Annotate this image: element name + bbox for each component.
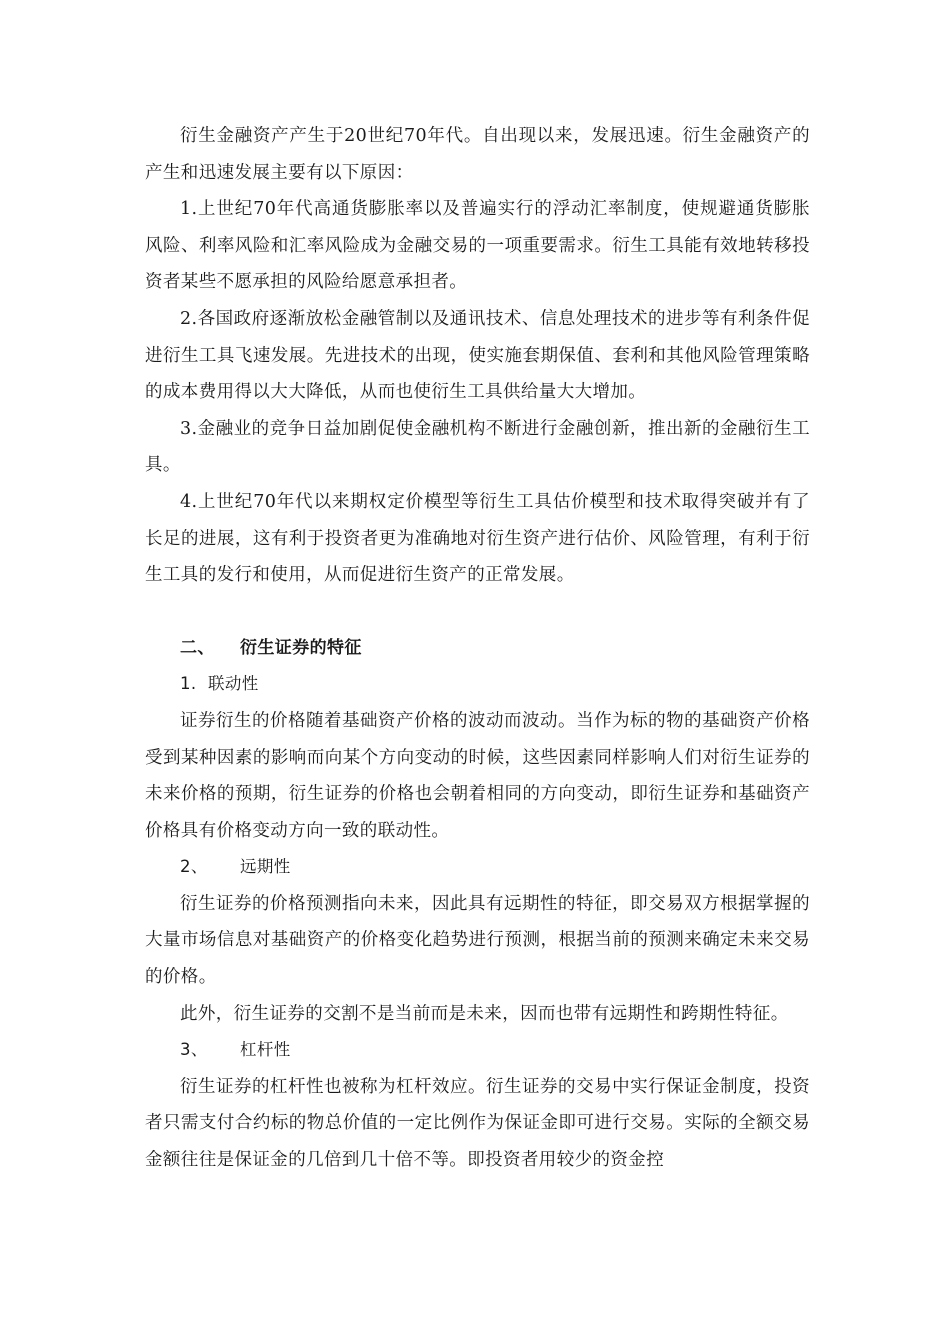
feature-paragraph-leverage: 衍生证券的杠杆性也被称为杠杆效应。衍生证券的交易中实行保证金制度，投资者只需支付合约标的物总价值的一定比例作为保证金即可进行交易。实际的全额交易金额往往是保证金的几倍到几十倍不等。即投资者用较少的资金控 (145, 1076, 810, 1171)
document-body (145, 118, 810, 1179)
feature-paragraph-forward-2: 此外，衍生证券的交割不是当前而是未来，因而也带有远期性和跨期性特征。 (180, 1003, 789, 1024)
reason-item-1: 1.上世纪70年代高通货膨胀率以及普遍实行的浮动汇率制度，使规避通货膨胀风险、利率风险和汇率风险成为金融交易的一项重要需求。衍生工具能有效地转移投资者某些不愿承担的风险给愿意承担者。 (145, 199, 810, 293)
feature-heading-leverage (145, 1032, 810, 1069)
feature-paragraph-forward-1: 衍生证券的价格预测指向未来，因此具有远期性的特征，即交易双方根据掌握的大量市场信息对基础资产的价格变化趋势进行预测，根据当前的预测来确定未来交易的价格。 (145, 893, 810, 988)
section-heading (145, 630, 810, 667)
feature-title: 远期性 (240, 857, 291, 877)
feature-number: 3、 (180, 1040, 208, 1060)
reason-item-2: 2.各国政府逐渐放松金融管制以及通讯技术、信息处理技术的进步等有利条件促进衍生工具飞速发展。先进技术的出现，使实施套期保值、套利和其他风险管理策略的成本费用得以大大降低，从而也使衍生工具供给量大大增加。 (145, 308, 810, 403)
section-heading-title: 衍生证券的特征 (240, 637, 362, 658)
feature-heading-linkage (145, 666, 810, 703)
feature-heading-forward (145, 849, 810, 886)
feature-number: 2、 (180, 857, 208, 877)
feature-number: 1. (180, 674, 197, 694)
feature-title: 杠杆性 (240, 1040, 291, 1060)
section-heading-number: 二、 (180, 637, 215, 658)
reason-item-4: 4.上世纪70年代以来期权定价模型等衍生工具估价模型和技术取得突破并有了长足的进展，这有利于投资者更为准确地对衍生资产进行估价、风险管理，有利于衍生工具的发行和使用，从而促进衍生资产的正常发展。 (145, 491, 810, 586)
intro-paragraph: 衍生金融资产产生于20世纪70年代。自出现以来，发展迅速。衍生金融资产的产生和迅速发展主要有以下原因： (145, 126, 810, 183)
feature-title: 联动性 (208, 674, 259, 694)
feature-paragraph-linkage: 证券衍生的价格随着基础资产价格的波动而波动。当作为标的物的基础资产价格受到某种因素的影响而向某个方向变动的时候，这些因素同样影响人们对衍生证券的未来价格的预期，衍生证券的价格也会朝着相同的方向变动，即衍生证券和基础资产价格具有价格变动方向一致的联动性。 (145, 710, 810, 841)
reason-item-3: 3.金融业的竞争日益加剧促使金融机构不断进行金融创新，推出新的金融衍生工具。 (145, 418, 810, 476)
